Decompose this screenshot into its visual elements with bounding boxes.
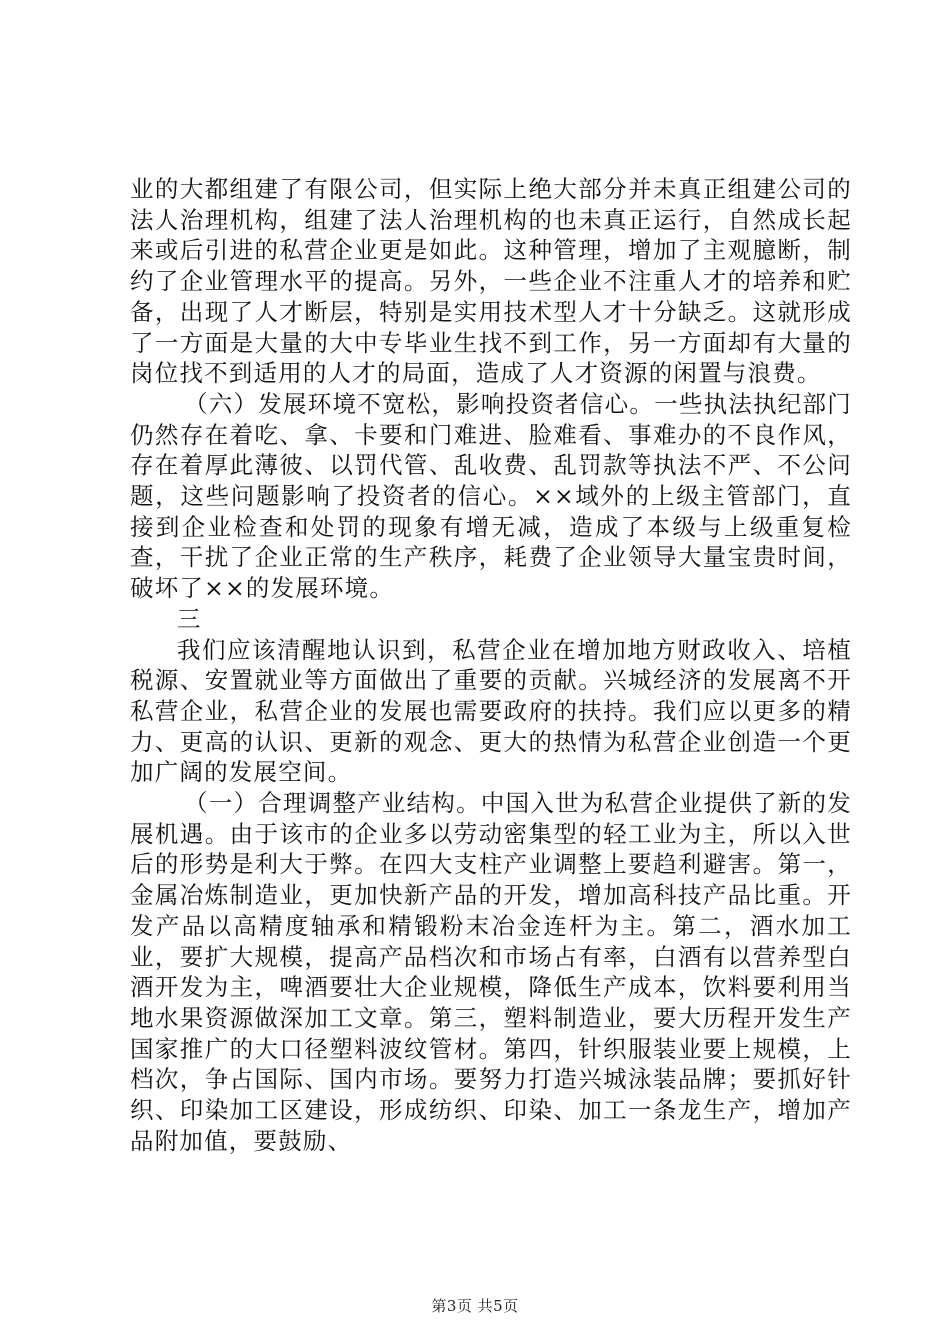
paragraph-section-six: （六）发展环境不宽松，影响投资者信心。一些执法执纪部门仍然存在着吃、拿、卡要和门难进、脸难看、事难办的不良作风，存在着厚此薄彼、以罚代管、乱收费、乱罚款等执法不严、不公问题，这些问题影响了投资者的信心。××域外的上级主管部门，直接到企业检查和处罚的现象有增无减，造成了本级与上级重复检查，干扰了企业正常的生产秩序，耗费了企业领导大量宝贵时间，破坏了××的发展环境。 xyxy=(130,389,852,603)
page-number-footer: 第3页 共5页 xyxy=(431,1297,519,1315)
paragraph-continuation: 业的大都组建了有限公司，但实际上绝大部分并未真正组建公司的法人治理机构，组建了法人治理机构的也未真正运行，自然成长起来或后引进的私营企业更是如此。这种管理，增加了主观臆断，制约了企业管理水平的提高。另外，一些企业不注重人才的培养和贮备，出现了人才断层，特别是实用技术型人才十分缺乏。这就形成了一方面是大量的大中专毕业生找不到工作，另一方面却有大量的岗位找不到适用的人才的局面，造成了人才资源的闲置与浪费。 xyxy=(130,175,852,388)
paragraph-item-one: （一）合理调整产业结构。中国入世为私营企业提供了新的发展机遇。由于该市的企业多以劳动密集型的轻工业为主，所以入世后的形势是利大于弊。在四大支柱产业调整上要趋利避害。第一，金属冶炼制造业，更加快新产品的开发，增加高科技产品比重。开发产品以高精度轴承和精锻粉末冶金连杆为主。第二，酒水加工业，要扩大规模，提高产品档次和市场占有率，白酒有以营养型白酒开发为主，啤酒要壮大企业规模，降低生产成本，饮料要利用当地水果资源做深加工文章。第三，塑料制造业，要大历程开发生产国家推广的大口径塑料波纹管材。第四，针织服装业要上规模，上档次，争占国际、国内市场。要努力打造兴城泳装品牌；要抓好针织、印染加工区建设，形成纺织、印染、加工一条龙生产，增加产品附加值，要鼓励、 xyxy=(130,789,852,1155)
document-body xyxy=(130,174,852,1157)
section-heading-three: 三 xyxy=(177,604,201,633)
paragraph-intro-three: 我们应该清醒地认识到，私营企业在增加地方财政收入、培植税源、安置就业等方面做出了重要的贡献。兴城经济的发展离不开私营企业，私营企业的发展也需要政府的扶持。我们应以更多的精力、更高的认识、更新的观念、更大的热情为私营企业创造一个更加广阔的发展空间。 xyxy=(130,635,852,787)
